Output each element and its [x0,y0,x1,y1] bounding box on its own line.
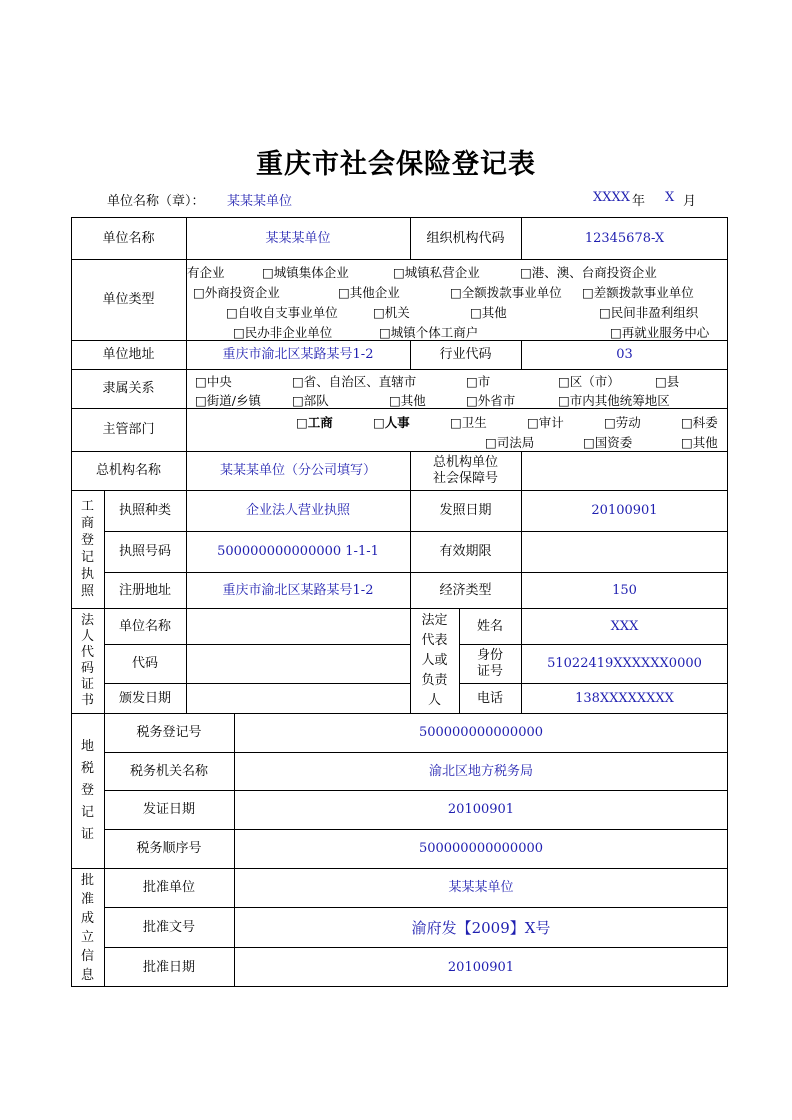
side-char: 代 [80,644,94,660]
tax-seq-label: 税务顺序号 [136,841,202,857]
department-option[interactable]: □司法局 [485,435,535,450]
unit-name-cell-label: 单位名称 [102,231,155,247]
side-char: 登 [80,782,94,798]
department-label: 主管部门 [102,422,155,438]
rep-line: 法定 [421,612,448,628]
license-section-label [71,490,104,608]
valid-period-value[interactable] [521,532,728,572]
affiliation-option[interactable]: □区（市） [558,374,620,389]
unit-type-option[interactable]: □城镇个体工商户 [379,325,479,340]
department-option[interactable]: □工商 [296,415,333,430]
tax-office-label: 税务机关名称 [129,763,208,779]
side-char: 批 [80,872,94,888]
affiliation-option[interactable]: □街道/乡镇 [195,393,262,408]
org-code-value[interactable]: 12345678-X [584,231,665,247]
rep-line: 负责 [421,672,448,688]
head-org-ss-label [410,452,521,490]
side-char: 法 [80,612,94,628]
unit-type-option[interactable]: □民办非企业单位 [233,325,333,340]
tax-reg-value[interactable]: 500000000000000 [418,725,544,741]
unit-type-option[interactable]: □自收自支事业单位 [226,305,338,320]
license-no-value[interactable]: 500000000000000 1-1-1 [217,544,379,560]
side-char: 码 [80,660,94,676]
unit-name-value: 某某某单位 [227,194,293,209]
side-char: 证 [80,826,94,842]
address-value[interactable]: 重庆市渝北区某路某号1-2 [222,347,374,363]
form-title: 重庆市社会保险登记表 [256,149,536,180]
tax-reg-label: 税务登记号 [136,725,202,741]
affiliation-option[interactable]: □部队 [292,393,329,408]
license-type-value[interactable]: 企业法人营业执照 [245,503,350,519]
side-char: 成 [80,910,94,926]
department-option[interactable]: □审计 [527,415,564,430]
unit-type-option[interactable]: □民间非盈利组织 [599,305,699,320]
reg-address-value[interactable]: 重庆市渝北区某路某号1-2 [222,582,374,598]
side-char: 执 [80,567,94,582]
address-label: 单位地址 [102,347,155,363]
head-org-label: 总机构名称 [95,463,161,479]
side-char: 记 [80,804,94,820]
issue-date-value[interactable]: 20100901 [591,503,658,519]
side-char: 登 [80,533,94,548]
unit-type-option[interactable]: □差额拨款事业单位 [582,285,694,300]
department-option[interactable]: □其他 [681,435,718,450]
year-label: 年 [632,194,646,209]
head-org-ss-label-line2: 社会保障号 [432,471,498,486]
affiliation-option[interactable]: □省、自治区、直辖市 [292,374,417,389]
tax-section-label [71,713,104,868]
unit-type-option[interactable]: □其他 [470,305,507,320]
valid-period-label: 有效期限 [439,544,492,560]
legal-date-value[interactable] [186,684,410,713]
department-option[interactable]: □科委 [681,415,718,430]
econ-type-label: 经济类型 [439,582,492,598]
industry-code-label: 行业代码 [439,347,492,363]
approval-doc-label: 批准文号 [142,919,195,935]
approval-section-label [71,868,104,987]
unit-type-option[interactable]: □外商投资企业 [193,285,280,300]
rep-line: 人 [427,692,441,708]
approval-doc-value[interactable]: 渝府发【2009】X号 [411,918,551,937]
rep-id-value[interactable]: 51022419XXXXXX0000 [547,656,702,672]
rep-id-label-line1: 身份 [476,648,503,664]
department-option[interactable]: □劳动 [604,415,641,430]
side-char: 商 [80,516,94,531]
side-char: 地 [80,738,94,754]
org-code-label: 组织机构代码 [426,231,505,247]
unit-type-option[interactable]: □机关 [373,305,410,320]
rep-name-value[interactable]: XXX [610,618,639,634]
unit-name-label: 单位名称（章）： [107,194,205,209]
license-type-label: 执照种类 [118,503,171,519]
rep-id-label [459,645,521,683]
legal-rep-label [410,608,459,713]
approval-unit-label: 批准单位 [142,880,195,896]
unit-name-cell-value[interactable]: 某某某单位 [265,231,331,247]
rep-id-label-line2: 证号 [476,664,503,679]
legal-section-label [71,608,104,713]
side-char: 工 [80,499,94,514]
unit-type-label: 单位类型 [102,292,155,308]
month-label: 月 [683,194,697,209]
side-char: 立 [80,929,94,945]
unit-type-option[interactable]: □城镇集体企业 [262,265,349,280]
tax-seq-value[interactable]: 500000000000000 [418,841,544,857]
side-char: 息 [80,967,94,983]
year-value: XXXX [593,190,631,205]
legal-code-label: 代码 [131,656,158,672]
affiliation-option[interactable]: □中央 [195,374,232,389]
econ-type-value[interactable]: 150 [612,582,637,598]
affiliation-option[interactable]: □县 [655,374,680,389]
legal-unit-label: 单位名称 [118,618,171,634]
head-org-ss-label-line1: 总机构单位 [432,455,498,471]
affiliation-option[interactable]: □市内其他统筹地区 [558,393,670,408]
affiliation-label: 隶属关系 [102,381,155,397]
approval-unit-value[interactable]: 某某某单位 [448,880,514,896]
unit-type-option[interactable]: □再就业服务中心 [610,325,710,340]
unit-type-option[interactable]: 有企业 [187,265,225,280]
unit-type-option[interactable]: □城镇私营企业 [393,265,480,280]
side-char: 照 [80,584,94,599]
approval-date-label: 批准日期 [142,959,195,975]
unit-type-option[interactable]: □全额拨款事业单位 [450,285,562,300]
department-option[interactable]: □国资委 [583,435,633,450]
tax-date-label: 发证日期 [142,802,195,818]
side-char: 书 [80,692,94,708]
approval-date-value[interactable]: 20100901 [447,959,515,975]
side-char: 信 [80,948,94,964]
unit-type-option[interactable]: □港、澳、台商投资企业 [520,265,657,280]
side-char: 准 [80,891,94,907]
department-option[interactable]: □卫生 [450,415,487,430]
industry-code-value[interactable]: 03 [616,347,633,363]
license-no-label: 执照号码 [118,544,171,560]
legal-unit-value[interactable] [186,609,410,644]
side-char: 人 [80,628,94,644]
affiliation-option[interactable]: □外省市 [466,393,516,408]
rep-line: 人或 [421,652,448,668]
side-char: 记 [80,550,94,565]
tax-date-value[interactable]: 20100901 [447,802,515,818]
reg-address-label: 注册地址 [118,582,171,598]
affiliation-option[interactable]: □市 [466,374,491,389]
legal-date-label: 颁发日期 [118,690,171,706]
tax-office-value[interactable]: 渝北区地方税务局 [428,763,533,779]
rep-phone-value[interactable]: 138XXXXXXXX [575,690,674,706]
side-char: 证 [80,676,94,692]
rep-phone-label: 电话 [476,690,503,706]
head-org-value[interactable]: 某某某单位（分公司填写） [219,463,376,479]
unit-type-option[interactable]: □其他企业 [338,285,400,300]
affiliation-option[interactable]: □其他 [389,393,426,408]
issue-date-label: 发照日期 [439,503,492,519]
legal-code-value[interactable] [186,645,410,683]
rep-line: 代表 [421,632,448,648]
month-value: X [665,190,675,205]
side-char: 税 [80,760,94,776]
department-option[interactable]: □人事 [373,415,410,430]
rep-name-label: 姓名 [476,618,503,634]
